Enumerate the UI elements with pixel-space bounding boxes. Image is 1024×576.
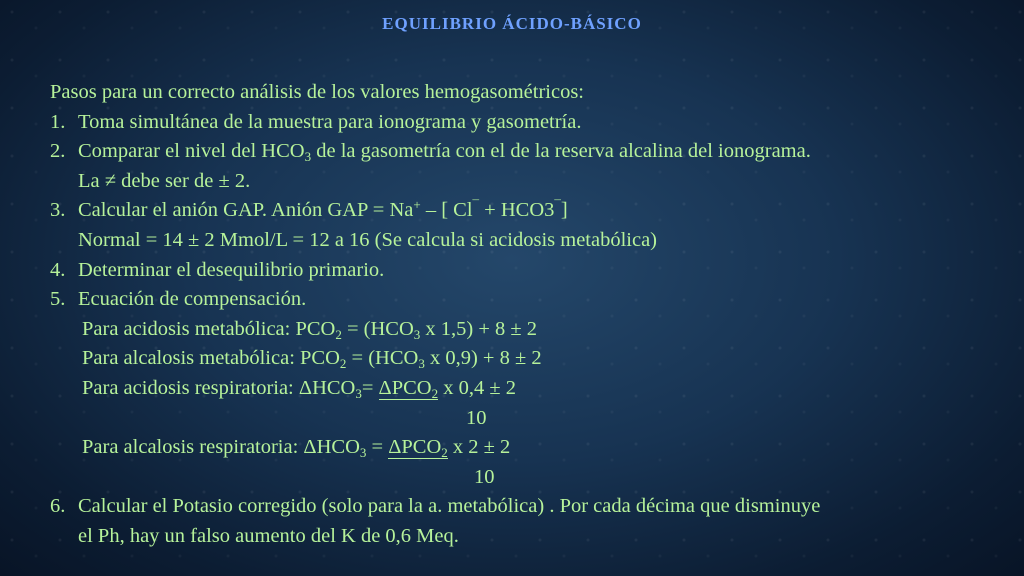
fraction-denominator-row (50, 404, 1010, 434)
formula-text: x 2 ± 2 (447, 436, 511, 459)
subscript: 3 (418, 356, 425, 372)
formula-respiratory-acidosis (50, 374, 1010, 404)
step-text: Determinar el desequilibrio primario. (78, 258, 385, 281)
superscript: + (413, 197, 421, 213)
formula-text: = (HCO (346, 347, 419, 370)
fraction (388, 433, 448, 463)
step-4 (50, 256, 1010, 286)
slide-title: EQUILIBRIO ÁCIDO-BÁSICO (382, 14, 642, 33)
formula-text: = (HCO (341, 317, 414, 340)
step-text: Calcular el anión GAP. Anión GAP = Na (78, 199, 414, 222)
formula-text: = (361, 376, 379, 399)
subscript: 3 (304, 149, 312, 165)
step-text: Calcular el Potasio corregido (solo para la a. metabólica) . Por cada décima que disminuye (78, 495, 821, 518)
fraction (379, 374, 439, 404)
formula-respiratory-alkalosis (50, 433, 1010, 463)
step-6 (50, 492, 1010, 522)
step-2 (50, 137, 1010, 167)
subscript: 2 (335, 326, 342, 342)
step-text: + HCO3 (479, 199, 555, 222)
subscript: 2 (431, 385, 439, 401)
formula-text: x 0,4 ± 2 (438, 376, 516, 399)
formula-text: x 1,5) + 8 ± 2 (420, 317, 538, 340)
subscript: 2 (441, 445, 448, 461)
step-number: 1. (50, 110, 66, 133)
fraction-denominator: 10 (466, 406, 487, 429)
step-number: 2. (50, 140, 66, 163)
step-text: Toma simultánea de la muestra para ionograma y gasometría. (78, 110, 582, 133)
formula-text: Para acidosis respiratoria: ΔHCO (82, 376, 356, 399)
formula-text: ΔPCO (378, 376, 432, 399)
fraction-denominator: 10 (474, 465, 495, 488)
subscript: 2 (339, 356, 347, 372)
step-number: 5. (50, 288, 66, 311)
formula-metabolic-alkalosis (50, 344, 1010, 374)
formula-metabolic-acidosis (50, 315, 1010, 345)
step-3 (50, 196, 1010, 226)
step-text: Comparar el nivel del HCO (78, 140, 305, 163)
step-text: ] (560, 199, 568, 222)
step-2-continuation: La ≠ debe ser de ± 2. (78, 169, 251, 192)
step-number: 3. (50, 199, 66, 222)
formula-text: = (366, 436, 389, 459)
step-1 (50, 108, 1010, 138)
slide-body (50, 78, 1010, 552)
formula-text: x 0,9) + 8 ± 2 (424, 347, 542, 370)
step-3-continuation: Normal = 14 ± 2 Mmol/L = 12 a 16 (Se calcula si acidosis metabólica) (78, 228, 658, 251)
superscript: ¯ (554, 197, 561, 213)
subscript: 3 (413, 326, 421, 342)
step-6-continuation: el Ph, hay un falso aumento del K de 0,6 Meq. (78, 524, 459, 547)
formula-text: Para acidosis metabólica: PCO (82, 317, 336, 340)
superscript: ¯ (472, 197, 480, 213)
formula-text: Para alcalosis metabólica: PCO (82, 347, 340, 370)
fraction-numerator (388, 436, 448, 459)
step-number: 4. (50, 258, 66, 281)
step-text: Ecuación de compensación. (78, 288, 307, 311)
step-number: 6. (50, 495, 66, 518)
fraction-denominator-row (50, 463, 1010, 493)
step-5 (50, 285, 1010, 315)
step-text: de la gasometría con el de la reserva alcalina del ionograma. (311, 140, 811, 163)
subscript: 3 (359, 445, 367, 461)
formula-text: ΔPCO (388, 436, 442, 459)
formula-text: Para alcalosis respiratoria: ΔHCO (82, 436, 360, 459)
subscript: 3 (355, 385, 362, 401)
intro-line: Pasos para un correcto análisis de los valores hemogasométricos: (50, 81, 584, 103)
fraction-numerator (379, 377, 439, 400)
step-text: – [ Cl (420, 199, 473, 222)
